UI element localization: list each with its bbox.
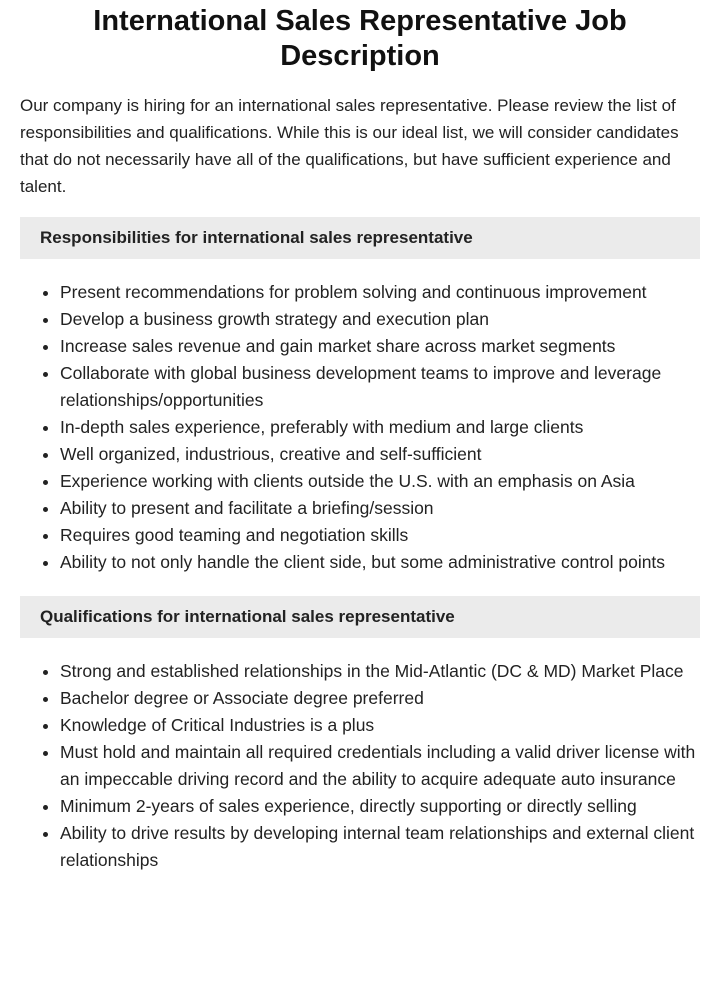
- list-item: • Ability to drive results by developing internal team relationships and external client relationships: [60, 820, 700, 874]
- list-item: • Knowledge of Critical Industries is a plus: [60, 712, 700, 739]
- list-item: • Collaborate with global business development teams to improve and leverage relationships/opportunities: [60, 360, 700, 414]
- responsibilities-heading: Responsibilities for international sales representative: [20, 217, 700, 259]
- list-item: • Strong and established relationships in the Mid-Atlantic (DC & MD) Market Place: [60, 658, 700, 685]
- page-title: International Sales Representative Job Description: [93, 5, 627, 72]
- list-item: • Bachelor degree or Associate degree preferred: [60, 685, 700, 712]
- list-item: • Experience working with clients outside the U.S. with an emphasis on Asia: [60, 468, 700, 495]
- responsibilities-list: [20, 279, 700, 576]
- list-item: • Ability to present and facilitate a briefing/session: [60, 495, 700, 522]
- list-item: • Increase sales revenue and gain market share across market segments: [60, 333, 700, 360]
- list-item: • In-depth sales experience, preferably with medium and large clients: [60, 414, 700, 441]
- list-item: • Develop a business growth strategy and execution plan: [60, 306, 700, 333]
- qualifications-heading: Qualifications for international sales representative: [20, 596, 700, 638]
- list-item: • Must hold and maintain all required credentials including a valid driver license with an impeccable driving record and the ability to acquire adequate auto insurance: [60, 739, 700, 793]
- qualifications-list: [20, 658, 700, 874]
- list-item: • Present recommendations for problem solving and continuous improvement: [60, 279, 700, 306]
- list-item: • Minimum 2-years of sales experience, directly supporting or directly selling: [60, 793, 700, 820]
- list-item: • Ability to not only handle the client side, but some administrative control points: [60, 549, 700, 576]
- list-item: • Requires good teaming and negotiation skills: [60, 522, 700, 549]
- intro-text: Our company is hiring for an international sales representative. Please review the list of responsibilities and qualifications. While this is our ideal list, we will consider candidates that do not necessarily have all of the qualifications, but have sufficient experience and talent.: [20, 96, 679, 196]
- list-item: • Well organized, industrious, creative and self-sufficient: [60, 441, 700, 468]
